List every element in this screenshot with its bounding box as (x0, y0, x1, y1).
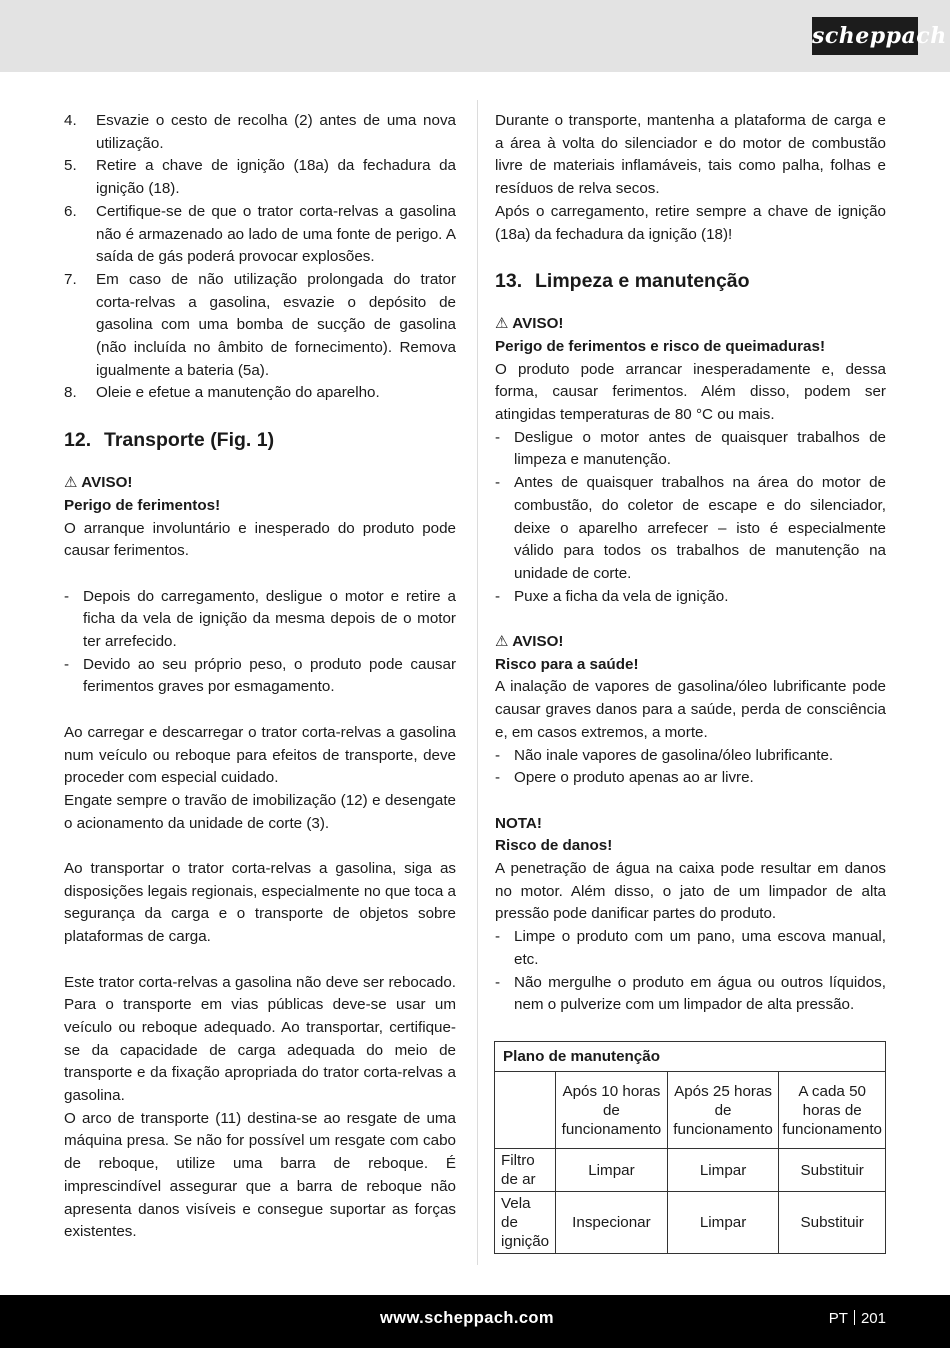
warning-text: O arranque involuntário e inesperado do produto pode causar ferimentos. (64, 519, 456, 560)
list-item: - Opere o produto apenas ao ar livre. (495, 769, 754, 787)
table-cell: Limpar (667, 1192, 779, 1254)
table-cell: Substituir (779, 1149, 886, 1192)
note-text: A penetração de água na caixa pode resultar em danos no motor. Além disso, o jato de um limpador de alta pressão pode danificar partes do produto. (495, 860, 886, 923)
list-item: 6. Certifique-se de que o trator corta-relvas a gasolina não é armazenado ao lado de uma fonte de perigo. A saída de gás poderá provocar explosões. (64, 202, 456, 266)
list-item: - Não inale vapores de gasolina/óleo lubrificante. (495, 746, 834, 764)
column-divider (477, 100, 478, 1265)
brand-logo: scheppach (812, 17, 918, 55)
table-cell: Limpar (556, 1149, 668, 1192)
list-item: 8. Oleie e efetue a manutenção do aparelho. (64, 384, 380, 402)
section-heading-cleaning: 13. Limpeza e manutenção (495, 270, 750, 293)
list-item: 7. Em caso de não utilização prolongada do trator corta-relvas a gasolina, esvazie o depósito de gasolina com uma bomba de sucção de gasolina (não incluída no âmbito de fornecimento). Remova igualmente a bateria (5a). (64, 270, 456, 379)
paragraph: Após o carregamento, retire sempre a chave de ignição (18a) da fechadura da ignição (18)! (495, 202, 886, 243)
warning-icon: ⚠ (495, 315, 509, 333)
paragraph: Este trator corta-relvas a gasolina não deve ser rebocado. Para o transporte em vias públicas deve-se usar um veículo ou reboque adequado. Ao transportar, certifique-se da capacidade de carga adequada do meio de transporte e da fixação apropriada do trator corta-relvas a gasolina. (64, 973, 456, 1105)
header-bar (0, 0, 950, 72)
list-item: 4. Esvazie o cesto de recolha (2) antes de uma nova utilização. (64, 112, 456, 152)
warning-headline: Perigo de ferimentos e risco de queimaduras! (495, 337, 826, 355)
table-header-cell (495, 1072, 556, 1149)
paragraph: Ao transportar o trator corta-relvas a gasolina, siga as disposições legais regionais, especialmente no que toca a segurança da carga e o transporte de objetos sobre plataformas de carga. (64, 860, 456, 946)
maintenance-table (494, 1041, 886, 1254)
list-item: - Desligue o motor antes de quaisquer trabalhos de limpeza e manutenção. (495, 428, 886, 469)
warning-icon: ⚠ (495, 633, 509, 651)
note-headline: Risco de danos! (495, 837, 613, 855)
list-item: - Antes de quaisquer trabalhos na área do motor de combustão, do coletor de escape e do silenciador, deixe o aparelho arrefecer – isto é especialmente válido para todos os trabalhos de manutenção na unidade de corte. (495, 474, 886, 582)
paragraph: Durante o transporte, mantenha a plataforma de carga e a área à volta do silenciador e do motor de combustão livre de materiais inflamáveis, tais como palha, folhas e resíduos de relva secos. (495, 112, 886, 198)
table-cell: Filtro de ar (495, 1149, 556, 1192)
table-cell: Substituir (779, 1192, 886, 1254)
warning-headline: Perigo de ferimentos! (64, 496, 221, 514)
list-item: - Devido ao seu próprio peso, o produto pode causar ferimentos graves por esmagamento. (64, 655, 456, 696)
paragraph: O arco de transporte (11) destina-se ao resgate de uma máquina presa. Se não for possível um resgate com cabo de reboque, utilize uma barra de reboque. É imprescindível assegurar que a barra de reboque não apresenta danos visíveis e consegue suportar as forças existentes. (64, 1109, 456, 1241)
warning-text: O produto pode arrancar inesperadamente e, dessa forma, causar ferimentos. Além disso, podem ser atingidas temperaturas de 80 °C ou mais. (495, 360, 886, 424)
table-title: Plano de manutenção (495, 1042, 886, 1072)
warning-label: ⚠ AVISO! (495, 633, 564, 651)
list-item: - Depois do carregamento, desligue o motor e retire a ficha da vela de ignição da mesma depois de o motor ter arrefecido. (64, 587, 456, 651)
paragraph: Ao carregar e descarregar o trator corta-relvas a gasolina num veículo ou reboque para efeitos de transporte, deve proceder com especial cuidado. (64, 723, 456, 787)
list-item: 5. Retire a chave de ignição (18a) da fechadura da ignição (18). (64, 157, 456, 198)
warning-label: ⚠ AVISO! (64, 474, 133, 492)
left-column (64, 110, 456, 1244)
section-heading-transport: 12. Transporte (Fig. 1) (64, 429, 275, 452)
paragraph: Engate sempre o travão de imobilização (12) e desengate o acionamento da unidade de corte (3). (64, 791, 456, 832)
table-cell: Limpar (667, 1149, 779, 1192)
warning-label: ⚠ AVISO! (495, 315, 564, 333)
warning-headline: Risco para a saúde! (495, 655, 639, 673)
table-row (495, 1149, 886, 1192)
right-column (495, 110, 886, 1017)
website-link[interactable]: www.scheppach.com (380, 1309, 554, 1327)
table-cell: Inspecionar (556, 1192, 668, 1254)
page-number: PT 201 (828, 1310, 886, 1327)
table-header-cell: Após 25 horas de funcionamento (667, 1072, 779, 1149)
warning-icon: ⚠ (64, 474, 78, 492)
note-label: NOTA! (495, 814, 542, 832)
footer-bar (0, 1295, 950, 1348)
warning-text: A inalação de vapores de gasolina/óleo lubrificante pode causar graves danos para a saúde, perda de consciência e, em casos extremos, a morte. (495, 678, 886, 741)
table-header-cell: Após 10 horas de funcionamento (556, 1072, 668, 1149)
table-row (495, 1192, 886, 1254)
table-header-row (495, 1072, 886, 1149)
table-cell: Vela de ignição (495, 1192, 556, 1254)
table-header-cell: A cada 50 horas de funcionamento (779, 1072, 886, 1149)
list-item: - Limpe o produto com um pano, uma escova manual, etc. (495, 928, 886, 968)
list-item: - Não mergulhe o produto em água ou outros líquidos, nem o pulverize com um limpador de alta pressão. (495, 973, 886, 1014)
list-item: - Puxe a ficha da vela de ignição. (495, 587, 729, 605)
